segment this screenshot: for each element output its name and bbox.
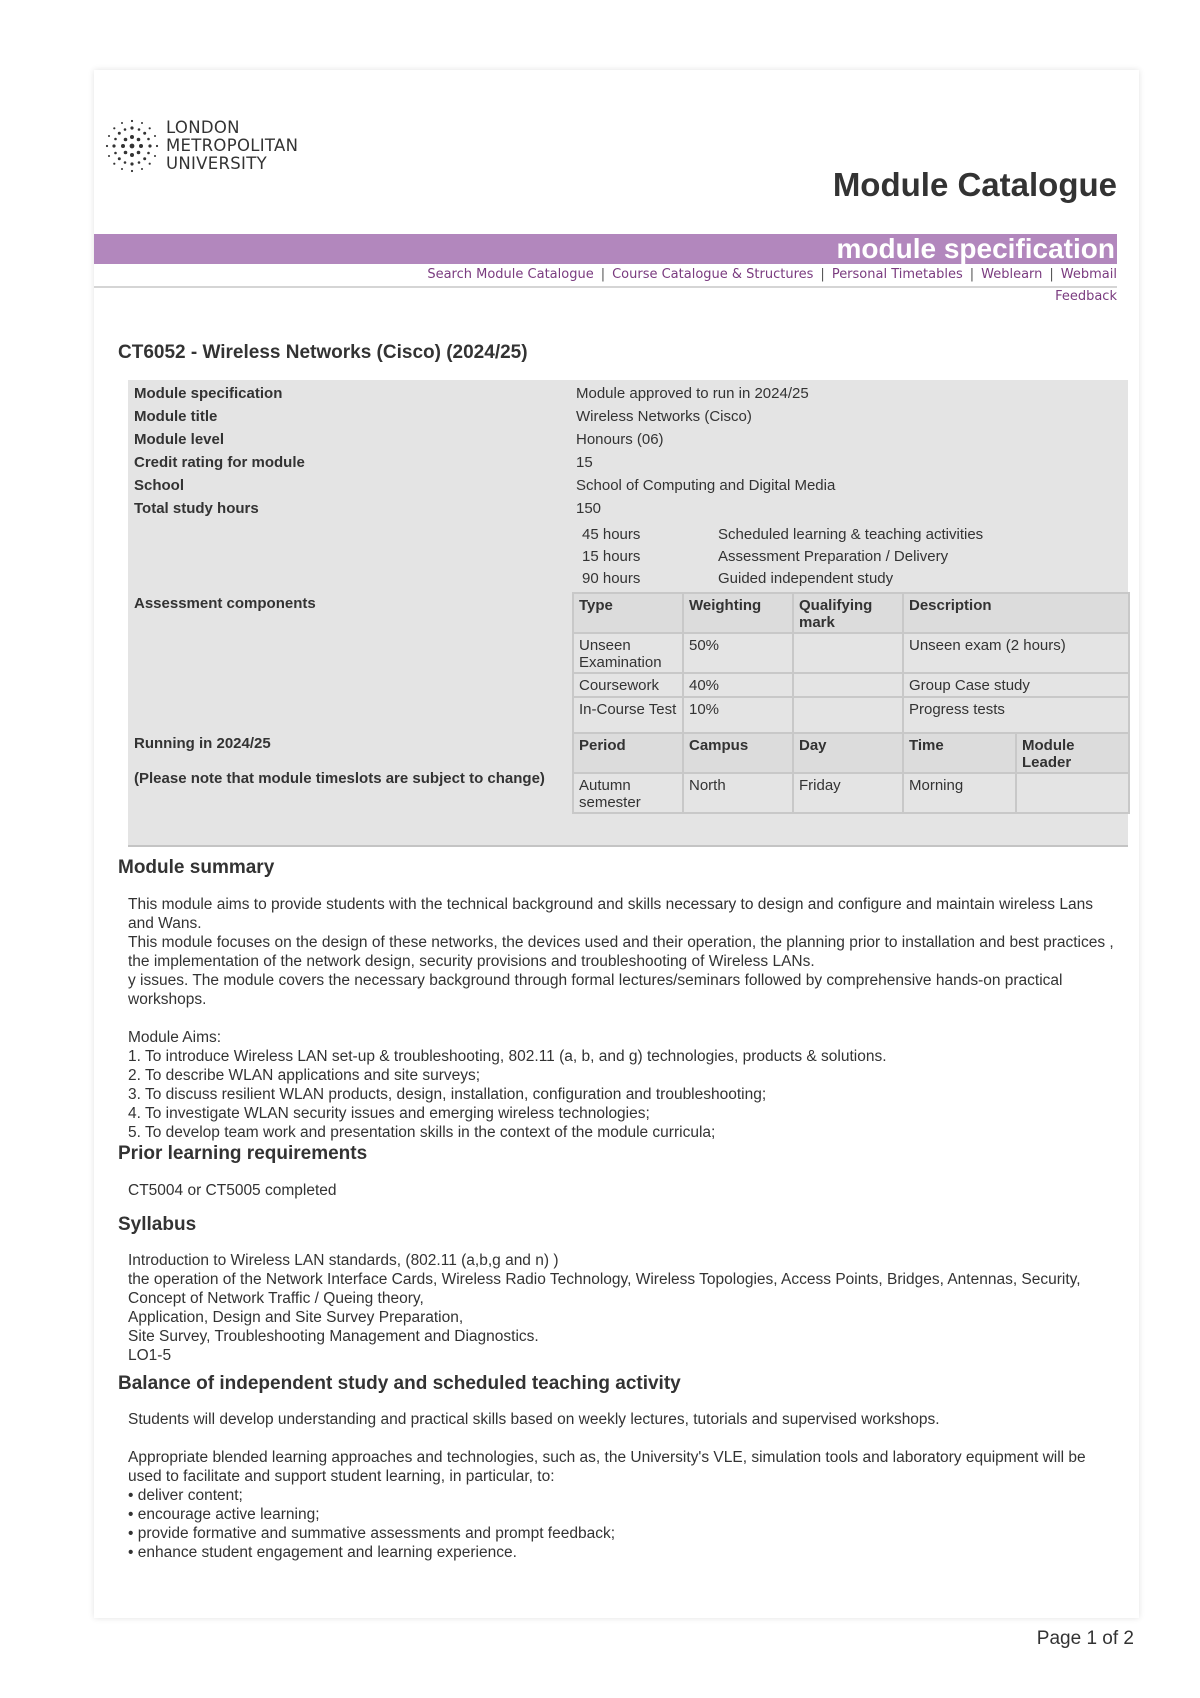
table-header-cell: Period [573,733,683,773]
spec-label-credit-rating: Credit rating for module [134,454,305,471]
table-cell [1016,773,1129,813]
nav-link-personal-timetables[interactable]: Personal Timetables [831,267,963,282]
spec-label-school: School [134,477,185,494]
spacer [128,1429,1118,1448]
nav-separator: | [969,267,975,282]
module-heading: CT6052 - Wireless Networks (Cisco) (2024/25) [118,342,528,363]
table-cell [793,673,903,697]
paragraph: CT5004 or CT5005 completed [128,1182,337,1199]
table-header-cell: Description [903,593,1129,633]
paragraph: Module Aims: [128,1029,222,1046]
table-header-cell: Module Leader [1016,733,1129,773]
catalogue-title: Module Catalogue [832,166,1117,203]
paragraph: y issues. The module covers the necessary background through formal lectures/seminars followed by comprehensive hands-on practical workshops. [128,972,1063,1008]
spec-value-module-level: Honours (06) [576,431,664,448]
paragraph: LO1-5 [128,1347,172,1364]
table-header-row [573,733,1129,773]
spacer [128,1009,1118,1028]
paragraph: This module aims to provide students with the technical background and skills necessary to design and configure and maintain wireless Lans and Wans. [128,896,1093,932]
table-cell: North [683,773,793,813]
table-cell: 10% [683,697,793,737]
section-body-module-summary [128,895,1118,1142]
paragraph: Application, Design and Site Survey Preparation, [128,1309,464,1326]
section-title-syllabus: Syllabus [118,1214,197,1235]
list-item: 2. To describe WLAN applications and site surveys; [128,1067,481,1084]
nav-link-weblearn[interactable]: Weblearn [981,267,1043,282]
module-spec-panel [128,380,1128,847]
university-logo-text [166,119,298,173]
section-title-prior-learning: Prior learning requirements [118,1143,368,1164]
table-header-cell: Weighting [683,593,793,633]
table-header-row [573,593,1129,633]
nav-link-course-catalogue[interactable]: Course Catalogue & Structures [612,267,814,282]
table-row [573,773,1129,813]
table-header-cell: Day [793,733,903,773]
study-hours-row [582,548,948,565]
page-number: Page 1 of 2 [1036,1628,1134,1649]
table-cell: Morning [903,773,1016,813]
spec-label-assessment-components: Assessment components [134,595,316,612]
spec-value-module-specification: Module approved to run in 2024/25 [576,385,809,402]
section-title-balance: Balance of independent study and scheduled teaching activity [118,1373,681,1394]
study-hours-row [582,570,893,587]
section-title-module-summary: Module summary [118,857,275,878]
study-hours-amount: 15 hours [582,548,641,565]
table-header-cell: Campus [683,733,793,773]
table-cell: Progress tests [903,697,1129,737]
list-item: • enhance student engagement and learning experience. [128,1544,517,1561]
university-logo [104,118,298,174]
document-page [94,70,1139,1618]
table-cell: 50% [683,633,793,673]
table-row [573,673,1129,697]
logo-line: UNIVERSITY [166,154,267,173]
paragraph: Introduction to Wireless LAN standards, (802.11 (a,b,g and n) ) [128,1252,559,1269]
study-hours-row [582,526,983,543]
table-header-cell: Time [903,733,1016,773]
table-cell: Coursework [573,673,683,697]
spec-label-running-note: (Please note that module timeslots are subject to change) [134,770,545,787]
paragraph: the operation of the Network Interface Cards, Wireless Radio Technology, Wireless Topologies, Access Points, Bridges, Antennas, Security, Concept of Network Traffic / Queing theory, [128,1271,1081,1307]
spec-value-school: School of Computing and Digital Media [576,477,836,494]
table-cell: Friday [793,773,903,813]
university-logo-mark-icon [104,118,160,174]
nav-separator: | [820,267,825,282]
list-item: • encourage active learning; [128,1506,320,1523]
spec-value-credit-rating: 15 [576,454,593,471]
spec-label-module-title: Module title [134,408,218,425]
list-item: • provide formative and summative assessments and prompt feedback; [128,1525,616,1542]
list-item: 1. To introduce Wireless LAN set-up & troubleshooting, 802.11 (a, b, and g) technologies, products & solutions. [128,1048,887,1065]
paragraph: Appropriate blended learning approaches and technologies, such as, the University's VLE, simulation tools and laboratory equipment will be used to facilitate and support student learning, in particular, to: [128,1449,1086,1485]
assessment-components-table [572,592,1130,738]
table-row [573,633,1129,673]
table-cell: 40% [683,673,793,697]
spec-value-module-title: Wireless Networks (Cisco) [576,408,752,425]
study-hours-amount: 45 hours [582,526,641,543]
table-cell [793,697,903,737]
paragraph: Site Survey, Troubleshooting Management and Diagnostics. [128,1328,539,1345]
table-cell: Unseen Examination [573,633,683,673]
module-specification-banner [94,234,1117,264]
top-nav [427,267,1117,282]
section-body-prior-learning [128,1181,1118,1200]
spec-value-total-study-hours: 150 [576,500,602,517]
table-cell: Unseen exam (2 hours) [903,633,1129,673]
nav-separator: | [600,267,606,282]
section-body-syllabus [128,1251,1118,1365]
study-hours-activity: Guided independent study [718,570,894,587]
spec-label-module-specification: Module specification [134,385,283,402]
banner-title: module specification [836,233,1115,264]
list-item: • deliver content; [128,1487,243,1504]
running-table [572,732,1130,814]
table-row [573,697,1129,737]
logo-line: LONDON [166,118,240,137]
feedback-link[interactable]: Feedback [1055,289,1117,304]
spec-label-running: Running in 2024/25 [134,735,271,752]
table-cell: Group Case study [903,673,1129,697]
nav-divider [94,286,1117,288]
list-item: 4. To investigate WLAN security issues and emerging wireless technologies; [128,1105,650,1122]
table-cell: Autumn semester [573,773,683,813]
table-cell: In-Course Test [573,697,683,737]
nav-link-webmail[interactable]: Webmail [1060,267,1117,282]
list-item: 3. To discuss resilient WLAN products, design, installation, configuration and troubleshooting; [128,1086,767,1103]
study-hours-amount: 90 hours [582,570,641,587]
table-header-cell: Type [573,593,683,633]
table-cell [793,633,903,673]
spec-label-module-level: Module level [134,431,225,448]
nav-link-search-module-catalogue[interactable]: Search Module Catalogue [427,267,594,282]
list-item: 5. To develop team work and presentation skills in the context of the module curricula; [128,1124,716,1141]
section-body-balance [128,1410,1118,1562]
study-hours-activity: Assessment Preparation / Delivery [718,548,949,565]
study-hours-activity: Scheduled learning & teaching activities [718,526,984,543]
spec-label-total-study-hours: Total study hours [134,500,259,517]
paragraph: This module focuses on the design of these networks, the devices used and their operation, the planning prior to installation and best practices , the implementation of the network design, security provisions and troubleshooting of Wireless LANs. [128,934,1114,970]
logo-line: METROPOLITAN [166,136,299,155]
paragraph: Students will develop understanding and practical skills based on weekly lectures, tutorials and supervised workshops. [128,1411,940,1428]
nav-separator: | [1049,267,1054,282]
table-header-cell: Qualifying mark [793,593,903,633]
